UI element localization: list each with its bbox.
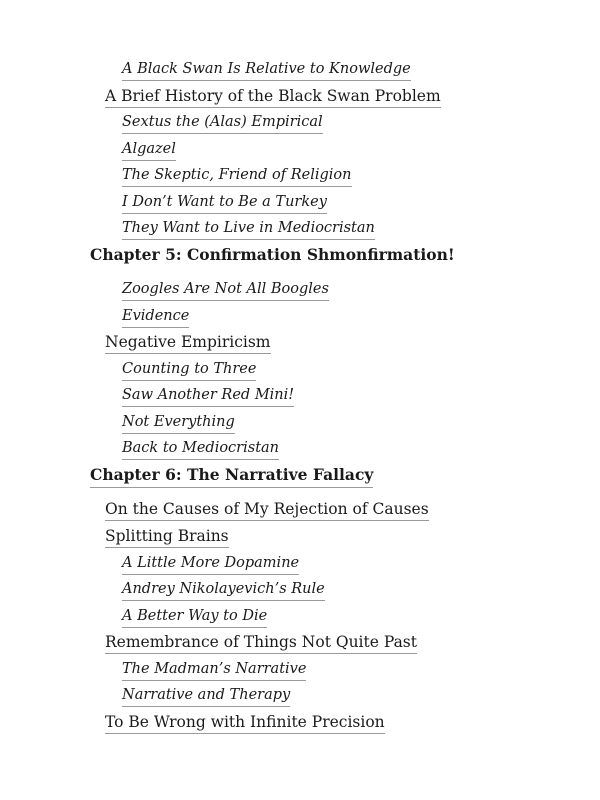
toc-entry[interactable]: Saw Another Red Mini! <box>122 385 294 407</box>
chapter-heading-link[interactable]: Chapter 6: The Narrative Fallacy <box>90 464 373 488</box>
toc-entry[interactable]: Narrative and Therapy <box>122 685 290 707</box>
toc-entry[interactable]: A Better Way to Die <box>122 606 267 628</box>
toc-entry[interactable]: A Little More Dopamine <box>122 553 299 575</box>
toc-entry[interactable]: A Black Swan Is Relative to Knowledge <box>122 59 411 81</box>
toc-entry[interactable]: The Skeptic, Friend of Religion <box>122 165 352 187</box>
toc-entry[interactable]: Sextus the (Alas) Empirical <box>122 112 323 134</box>
toc-entry[interactable]: Algazel <box>122 139 176 161</box>
toc-entry[interactable]: Andrey Nikolayevich’s Rule <box>122 579 325 601</box>
toc-entry[interactable]: A Brief History of the Black Swan Problem <box>105 86 441 108</box>
toc-entry[interactable]: They Want to Live in Mediocristan <box>122 218 375 240</box>
toc-entry[interactable]: To Be Wrong with Infinite Precision <box>105 712 385 734</box>
toc-entry[interactable]: Remembrance of Things Not Quite Past <box>105 632 417 654</box>
chapter-heading: Chapter 5: Confirmation Shmonfirmation! <box>90 245 455 264</box>
toc-entry[interactable]: The Madman’s Narrative <box>122 659 306 681</box>
toc-entry[interactable]: Evidence <box>122 306 189 328</box>
toc-entry[interactable]: Not Everything <box>122 412 235 434</box>
toc-entry[interactable]: Counting to Three <box>122 359 256 381</box>
toc-entry[interactable]: Back to Mediocristan <box>122 438 279 460</box>
toc-entry[interactable]: Negative Empiricism <box>105 332 271 354</box>
toc-entry[interactable]: On the Causes of My Rejection of Causes <box>105 499 429 521</box>
toc-entry[interactable]: Splitting Brains <box>105 526 229 548</box>
toc-entry[interactable]: Zoogles Are Not All Boogles <box>122 279 329 301</box>
toc-entry[interactable]: I Don’t Want to Be a Turkey <box>122 192 327 214</box>
